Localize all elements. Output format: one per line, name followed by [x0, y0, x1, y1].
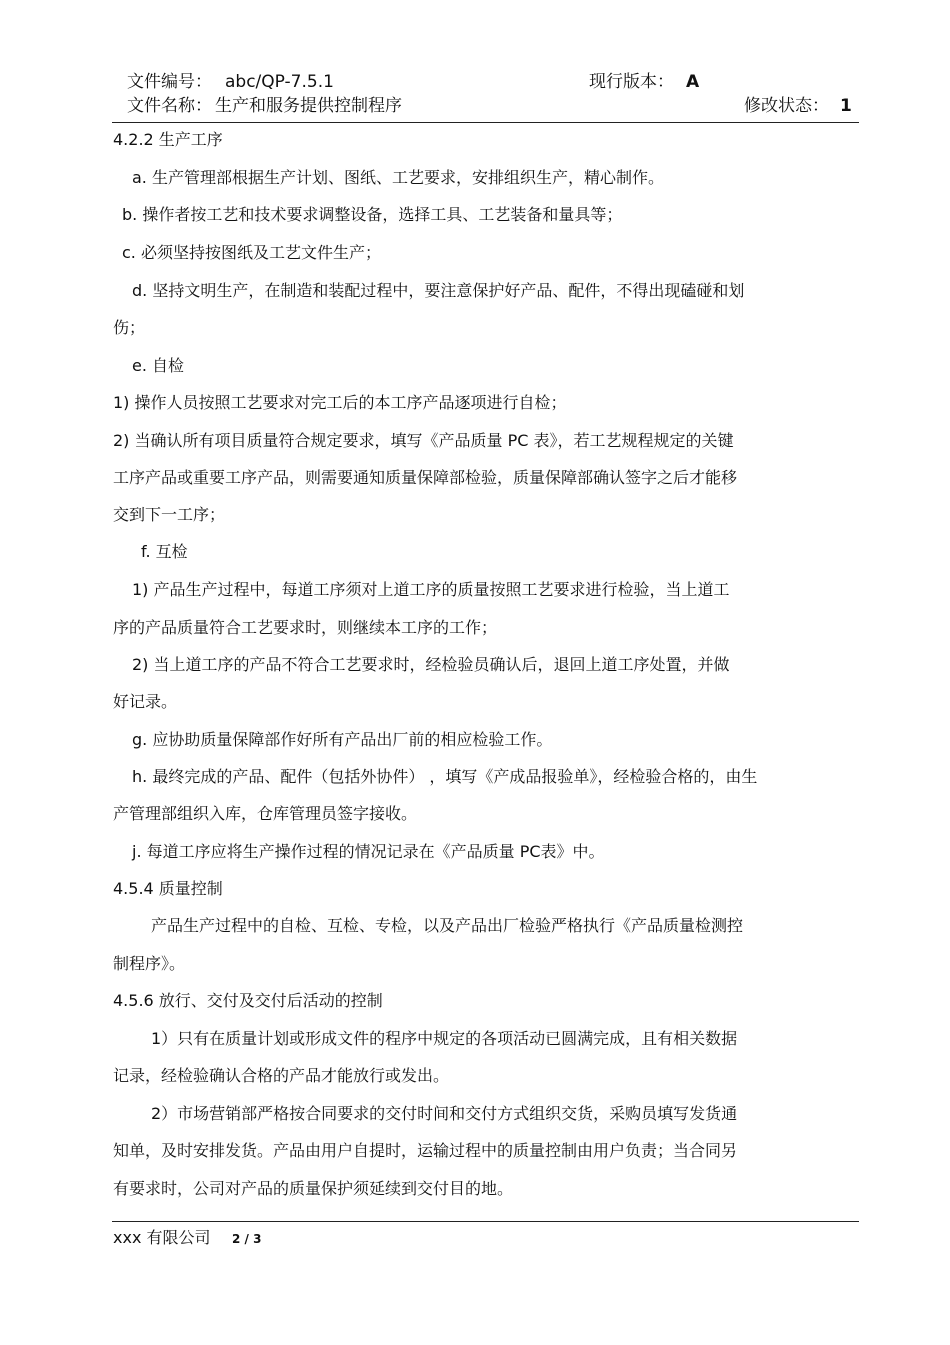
footer-divider [112, 1221, 859, 1222]
revision-value: 1 [840, 96, 852, 116]
paragraph: 2）市场营销部严格按合同要求的交付时间和交付方式组织交货，采购员填写发货通 [151, 1104, 738, 1123]
paragraph: 产品生产过程中的自检、互检、专检，以及产品出厂检验严格执行《产品质量检测控 [151, 916, 744, 935]
list-item: g. 应协助质量保障部作好所有产品出厂前的相应检验工作。 [132, 730, 553, 749]
paragraph-continuation: 制程序》。 [113, 954, 186, 973]
sub-item: 1) 产品生产过程中，每道工序须对上道工序的质量按照工艺要求进行检验，当上道工 [132, 580, 730, 599]
sub-item: 2) 当确认所有项目质量符合规定要求，填写《产品质量 PC 表》，若工艺规程规定的关键 [113, 431, 734, 450]
page-number: 2 / 3 [232, 1232, 262, 1246]
revision-label: 修改状态： [744, 96, 829, 116]
sub-item-continuation: 好记录。 [113, 692, 178, 711]
sub-item: 1) 操作人员按照工艺要求对完工后的本工序产品逐项进行自检； [113, 393, 567, 412]
list-item: f. 互检 [141, 542, 188, 561]
paragraph-continuation: 知单，及时安排发货。产品由用户自提时，运输过程中的质量控制由用户负责；当合同另 [113, 1141, 738, 1160]
header-divider [112, 122, 859, 123]
version-label: 现行版本： [589, 72, 674, 92]
list-item-continuation: 伤； [113, 318, 146, 337]
list-item: h. 最终完成的产品、配件（包括外协件） ，填写《产成品报验单》，经检验合格的，由生 [132, 767, 758, 786]
section-heading: 4.5.6 放行、交付及交付后活动的控制 [113, 991, 383, 1010]
list-item: a. 生产管理部根据生产计划、图纸、工艺要求，安排组织生产，精心制作。 [132, 168, 664, 187]
paragraph: 1）只有在质量计划或形成文件的程序中规定的各项活动已圆满完成，且有相关数据 [151, 1029, 738, 1048]
sub-item: 2) 当上道工序的产品不符合工艺要求时，经检验员确认后，退回上道工序处置，并做 [132, 655, 730, 674]
doc-name-value: 生产和服务提供控制程序 [215, 96, 402, 116]
doc-name-label: 文件名称： [127, 96, 212, 116]
section-heading: 4.2.2 生产工序 [113, 130, 223, 149]
section-heading: 4.5.4 质量控制 [113, 879, 223, 898]
sub-item-continuation: 序的产品质量符合工艺要求时，则继续本工序的工作； [113, 618, 498, 637]
list-item: j. 每道工序应将生产操作过程的情况记录在《产品质量 PC表》中。 [132, 842, 605, 861]
footer-company: xxx 有限公司 [113, 1228, 211, 1247]
paragraph-continuation: 有要求时，公司对产品的质量保护须延续到交付目的地。 [113, 1179, 514, 1198]
list-item: c. 必须坚持按图纸及工艺文件生产； [122, 243, 381, 262]
doc-number-value: abc/QP-7.5.1 [225, 72, 334, 92]
list-item: d. 坚持文明生产，在制造和装配过程中，要注意保护好产品、配件，不得出现磕碰和划 [132, 281, 745, 300]
sub-item-continuation: 工序产品或重要工序产品，则需要通知质量保障部检验，质量保障部确认签字之后才能移 [113, 468, 738, 487]
sub-item-continuation: 交到下一工序； [113, 505, 226, 524]
paragraph-continuation: 记录，经检验确认合格的产品才能放行或发出。 [113, 1066, 450, 1085]
list-item: e. 自检 [132, 356, 185, 375]
list-item: b. 操作者按工艺和技术要求调整设备，选择工具、工艺装备和量具等； [122, 205, 623, 224]
version-value: A [686, 72, 700, 92]
list-item-continuation: 产管理部组织入库，仓库管理员签字接收。 [113, 804, 418, 823]
doc-number-label: 文件编号： [127, 72, 212, 92]
